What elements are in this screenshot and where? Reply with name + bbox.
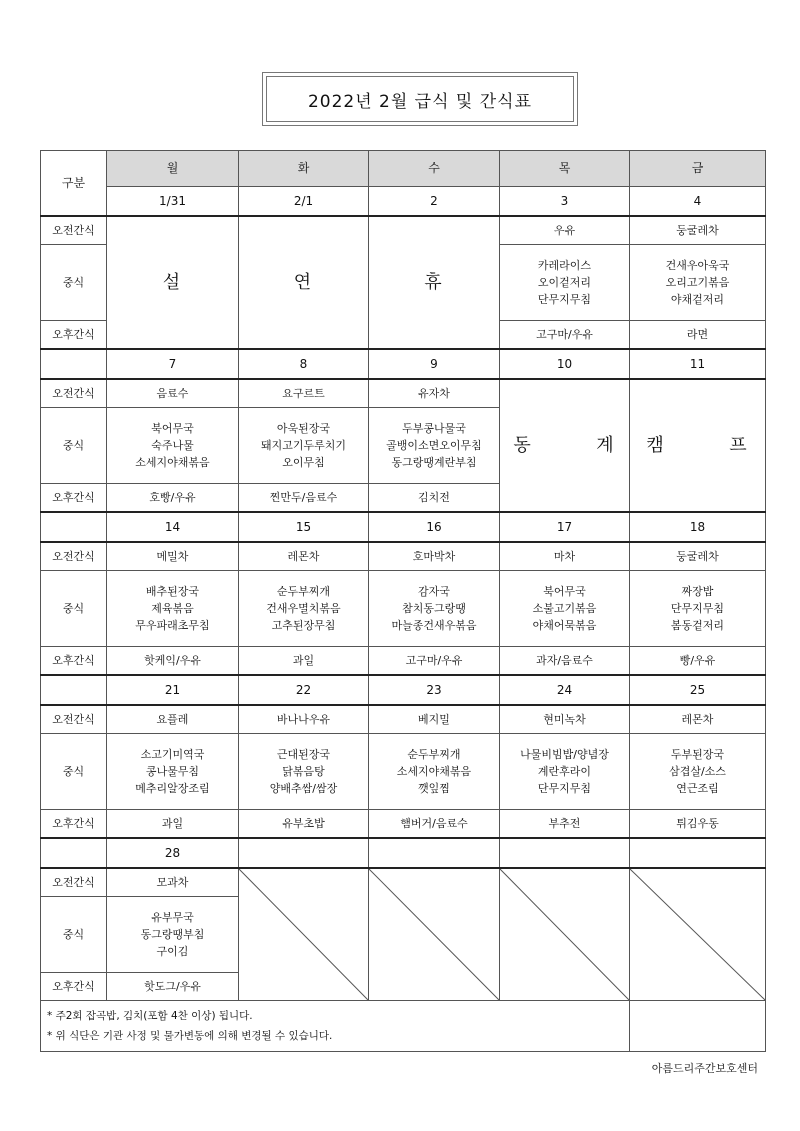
page-title: 2022년 2월 급식 및 간식표 xyxy=(266,76,574,122)
empty-cell-diagonal xyxy=(369,868,500,1001)
date-label-empty xyxy=(41,675,107,705)
pm-snack: 햄버거/음료수 xyxy=(369,810,500,839)
date-cell: 9 xyxy=(369,349,500,379)
lunch-cell: 아욱된장국 돼지고기두루치기 오이무침 xyxy=(239,408,369,484)
date-cell: 10 xyxy=(500,349,630,379)
pm-snack: 과일 xyxy=(107,810,239,839)
am-snack: 바나나우유 xyxy=(239,705,369,734)
note-line: * 주2회 잡곡밥, 김치(포함 4찬 이상) 됩니다. xyxy=(47,1010,253,1022)
date-cell: 18 xyxy=(630,512,766,542)
lunch-cell: 카레라이스 오이겉저리 단무지무침 xyxy=(500,245,630,321)
lunch-cell: 순두부찌개 소세지야채볶음 깻잎찜 xyxy=(369,734,500,810)
camp-text: 프 xyxy=(729,435,749,456)
date-cell: 25 xyxy=(630,675,766,705)
lunch-cell: 유부무국 동그랑땡부침 구이김 xyxy=(107,897,239,973)
row-label-pm: 오후간식 xyxy=(41,810,107,839)
row-label-lunch: 중식 xyxy=(41,734,107,810)
lunch-cell: 짜장밥 단무지무침 봄동겉저리 xyxy=(630,571,766,647)
empty-cell-diagonal xyxy=(239,868,369,1001)
row-label-am: 오전간식 xyxy=(41,705,107,734)
am-snack: 요구르트 xyxy=(239,379,369,408)
am-snack: 요플레 xyxy=(107,705,239,734)
pm-snack: 빵/우유 xyxy=(630,647,766,676)
row-label-am: 오전간식 xyxy=(41,216,107,245)
pm-snack: 고구마/우유 xyxy=(369,647,500,676)
footer-org-name: 아름드리주간보호센터 xyxy=(651,1062,758,1075)
pm-snack: 부추전 xyxy=(500,810,630,839)
am-snack: 유자차 xyxy=(369,379,500,408)
menu-table xyxy=(40,150,766,1052)
pm-snack: 핫케익/우유 xyxy=(107,647,239,676)
row-label-pm: 오후간식 xyxy=(41,647,107,676)
row-label-am: 오전간식 xyxy=(41,868,107,897)
notes-empty-cell xyxy=(630,1001,766,1052)
holiday-text: 휴 xyxy=(424,272,444,293)
day-header-thu: 목 xyxy=(500,151,630,187)
day-header-tue: 화 xyxy=(239,151,369,187)
camp-cell xyxy=(630,379,766,512)
holiday-cell xyxy=(369,216,500,349)
day-header-wed: 수 xyxy=(369,151,500,187)
date-label-empty xyxy=(41,349,107,379)
date-label-empty xyxy=(41,838,107,868)
date-cell: 11 xyxy=(630,349,766,379)
row-label-am: 오전간식 xyxy=(41,542,107,571)
holiday-cell xyxy=(107,216,239,349)
am-snack: 레몬차 xyxy=(239,542,369,571)
lunch-cell: 근대된장국 닭볶음탕 양배추쌈/쌈장 xyxy=(239,734,369,810)
am-snack: 메밀차 xyxy=(107,542,239,571)
row-label-lunch: 중식 xyxy=(41,245,107,321)
empty-cell-diagonal xyxy=(500,868,630,1001)
date-cell: 7 xyxy=(107,349,239,379)
camp-text: 캠 xyxy=(646,435,666,456)
date-cell: 14 xyxy=(107,512,239,542)
pm-snack: 라면 xyxy=(630,321,766,350)
date-cell: 3 xyxy=(500,187,630,217)
note-line: * 위 식단은 기관 사정 및 물가변동에 의해 변경될 수 있습니다. xyxy=(47,1030,333,1042)
am-snack: 레몬차 xyxy=(630,705,766,734)
date-label-empty xyxy=(41,512,107,542)
date-cell: 24 xyxy=(500,675,630,705)
holiday-text: 연 xyxy=(293,272,314,293)
row-label-am: 오전간식 xyxy=(41,379,107,408)
pm-snack: 호빵/우유 xyxy=(107,484,239,513)
pm-snack: 과일 xyxy=(239,647,369,676)
row-label-lunch: 중식 xyxy=(41,571,107,647)
lunch-cell: 순두부찌개 건새우멸치볶음 고추된장무침 xyxy=(239,571,369,647)
empty-cell-diagonal xyxy=(630,868,766,1001)
date-cell: 17 xyxy=(500,512,630,542)
date-cell: 23 xyxy=(369,675,500,705)
row-label-lunch: 중식 xyxy=(41,897,107,973)
lunch-cell: 감자국 참치동그랑땡 마늘종건새우볶음 xyxy=(369,571,500,647)
date-cell-empty xyxy=(630,838,766,868)
date-cell: 1/31 xyxy=(107,187,239,217)
date-cell: 16 xyxy=(369,512,500,542)
pm-snack: 찐만두/음료수 xyxy=(239,484,369,513)
am-snack: 음료수 xyxy=(107,379,239,408)
lunch-cell: 두부콩나물국 골뱅이소면오이무침 동그랑땡계란부침 xyxy=(369,408,500,484)
date-cell: 22 xyxy=(239,675,369,705)
pm-snack: 유부초밥 xyxy=(239,810,369,839)
pm-snack: 튀김우동 xyxy=(630,810,766,839)
title-box xyxy=(262,72,578,126)
lunch-cell: 배추된장국 제육볶음 무우파래초무침 xyxy=(107,571,239,647)
date-cell: 2 xyxy=(369,187,500,217)
holiday-text: 설 xyxy=(162,272,183,293)
pm-snack: 고구마/우유 xyxy=(500,321,630,350)
day-header-fri: 금 xyxy=(630,151,766,187)
am-snack: 모과차 xyxy=(107,868,239,897)
date-cell: 28 xyxy=(107,838,239,868)
pm-snack: 김치전 xyxy=(369,484,500,513)
date-cell: 21 xyxy=(107,675,239,705)
lunch-cell: 북어무국 숙주나물 소세지야채볶음 xyxy=(107,408,239,484)
date-cell: 15 xyxy=(239,512,369,542)
camp-text: 계 xyxy=(596,435,616,456)
date-cell: 4 xyxy=(630,187,766,217)
am-snack: 둥굴레차 xyxy=(630,216,766,245)
date-cell: 2/1 xyxy=(239,187,369,217)
row-label-pm: 오후간식 xyxy=(41,973,107,1001)
camp-cell xyxy=(500,379,630,512)
pm-snack: 핫도그/우유 xyxy=(107,973,239,1001)
am-snack: 우유 xyxy=(500,216,630,245)
lunch-cell: 건새우아욱국 오리고기볶음 야채겉저리 xyxy=(630,245,766,321)
lunch-cell: 북어무국 소불고기볶음 야채어묵볶음 xyxy=(500,571,630,647)
date-cell-empty xyxy=(369,838,500,868)
am-snack: 마차 xyxy=(500,542,630,571)
am-snack: 현미녹차 xyxy=(500,705,630,734)
pm-snack: 과자/음료수 xyxy=(500,647,630,676)
row-label-pm: 오후간식 xyxy=(41,321,107,350)
am-snack: 둥굴레차 xyxy=(630,542,766,571)
day-header-mon: 월 xyxy=(107,151,239,187)
notes-cell xyxy=(41,1001,630,1052)
am-snack: 호마박차 xyxy=(369,542,500,571)
row-label-pm: 오후간식 xyxy=(41,484,107,513)
camp-text: 동 xyxy=(513,435,533,456)
date-cell-empty xyxy=(500,838,630,868)
holiday-cell xyxy=(239,216,369,349)
category-header: 구분 xyxy=(41,151,107,217)
date-cell: 8 xyxy=(239,349,369,379)
lunch-cell: 소고기미역국 콩나물무침 메추리알장조림 xyxy=(107,734,239,810)
am-snack: 베지밀 xyxy=(369,705,500,734)
date-cell-empty xyxy=(239,838,369,868)
lunch-cell: 나물비빔밥/양념장 계란후라이 단무지무침 xyxy=(500,734,630,810)
lunch-cell: 두부된장국 삼겹살/소스 연근조림 xyxy=(630,734,766,810)
row-label-lunch: 중식 xyxy=(41,408,107,484)
